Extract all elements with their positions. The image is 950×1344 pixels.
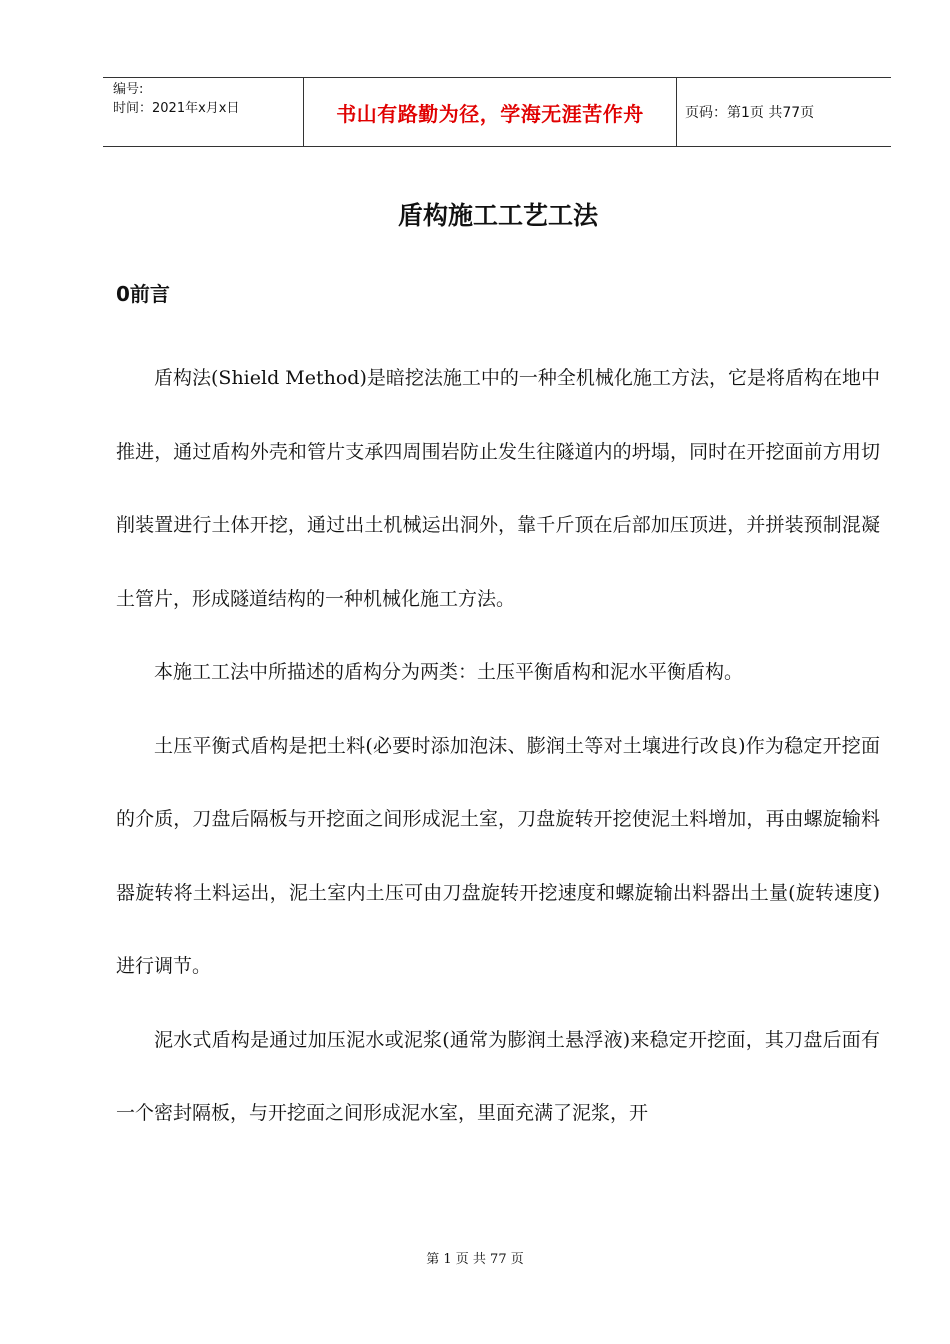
paragraph: 泥水式盾构是通过加压泥水或泥浆(通常为膨润土悬浮液)来稳定开挖面，其刀盘后面有一个密封隔板，与开挖面之间形成泥水室，里面充满了泥浆，开 [116, 1028, 880, 1124]
page-footer: 第 1 页 共 77 页 [426, 1252, 524, 1267]
section-heading: 0前言 [116, 282, 170, 306]
paragraph: 盾构法(Shield Method)是暗挖法施工中的一种全机械化施工方法，它是将盾构在地中推进，通过盾构外壳和管片支承四周围岩防止发生往隧道内的坍塌，同时在开挖面前方用切削装置进行土体开挖，通过出土机械运出洞外，靠千斤顶在后部加压顶进，并拼装预制混凝土管片，形成隧道结构的一种机械化施工方法。 [116, 367, 880, 610]
page-info-text: 页码：第1页 共77页 [685, 105, 815, 121]
header-meta [103, 78, 303, 146]
time-label: 时间：2021年x月x日 [113, 101, 240, 116]
page-header [103, 77, 891, 147]
body-text [116, 342, 880, 1151]
number-label: 编号: [113, 82, 144, 97]
header-motto-cell [303, 78, 677, 146]
paragraph: 土压平衡式盾构是把土料(必要时添加泡沫、膨润土等对土壤进行改良)作为稳定开挖面的介质，刀盘后隔板与开挖面之间形成泥土室，刀盘旋转开挖使泥土料增加，再由螺旋输料器旋转将土料运出，泥土室内土压可由刀盘旋转开挖速度和螺旋输出料器出土量(旋转速度)进行调节。 [116, 734, 880, 977]
document-title: 盾构施工工艺工法 [397, 201, 598, 230]
paragraph: 本施工工法中所描述的盾构分为两类：土压平衡盾构和泥水平衡盾构。 [154, 661, 744, 683]
motto-text: 书山有路勤为径，学海无涯苦作舟 [336, 101, 644, 126]
header-page-info [677, 78, 891, 146]
